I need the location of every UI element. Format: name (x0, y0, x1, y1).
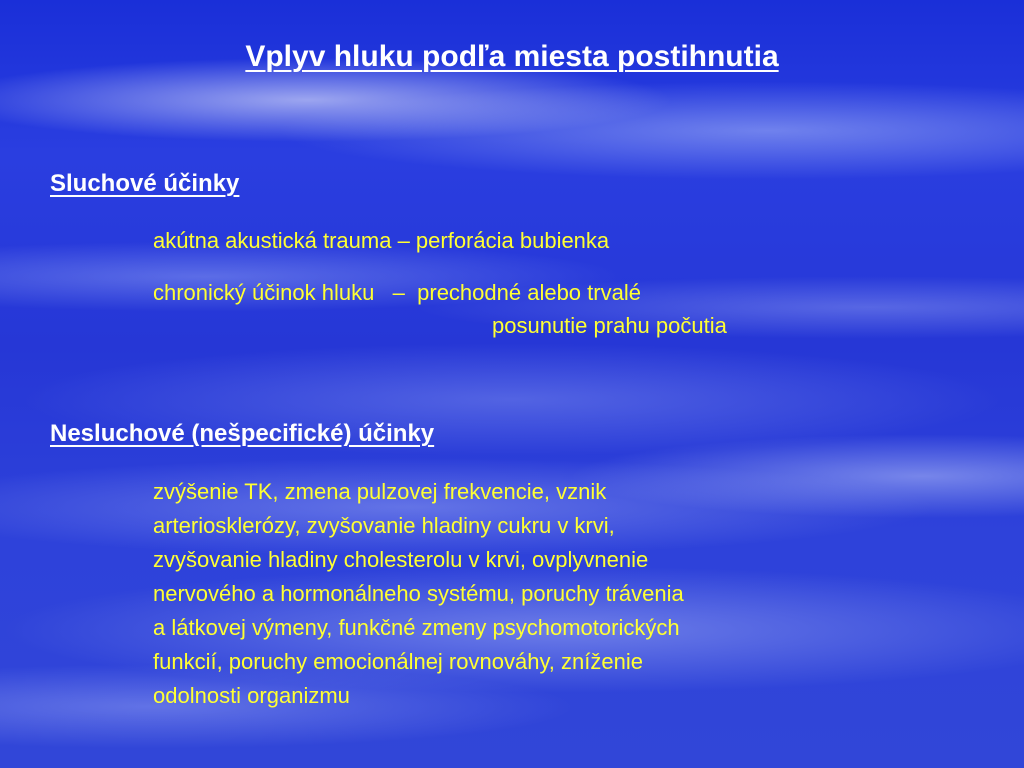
paragraph-line: zvýšenie TK, zmena pulzovej frekvencie, vznik (153, 479, 607, 504)
slide-title: Vplyv hluku podľa miesta postihnutia (245, 40, 779, 73)
paragraph-line: arteriosklerózy, zvyšovanie hladiny cukru v krvi, (153, 513, 615, 538)
paragraph-line: odolnosti organizmu (153, 683, 350, 708)
auditory-effect-acute: akútna akustická trauma – perforácia bubienka (153, 228, 610, 253)
auditory-effect-chronic-continued: posunutie prahu počutia (492, 313, 727, 338)
heading-non-auditory-effects: Nesluchové (nešpecifické) účinky (50, 420, 435, 447)
heading-auditory-effects: Sluchové účinky (50, 170, 240, 197)
paragraph-line: a látkovej výmeny, funkčné zmeny psychomotorických (153, 615, 680, 640)
paragraph-line: nervového a hormonálneho systému, poruchy trávenia (153, 581, 684, 606)
paragraph-line: zvyšovanie hladiny cholesterolu v krvi, ovplyvnenie (153, 547, 649, 572)
auditory-effect-chronic: chronický účinok hluku – prechodné alebo trvalé (153, 280, 641, 305)
paragraph-line: funkcií, poruchy emocionálnej rovnováhy, zníženie (153, 649, 643, 674)
non-auditory-effects-paragraph (153, 475, 853, 713)
